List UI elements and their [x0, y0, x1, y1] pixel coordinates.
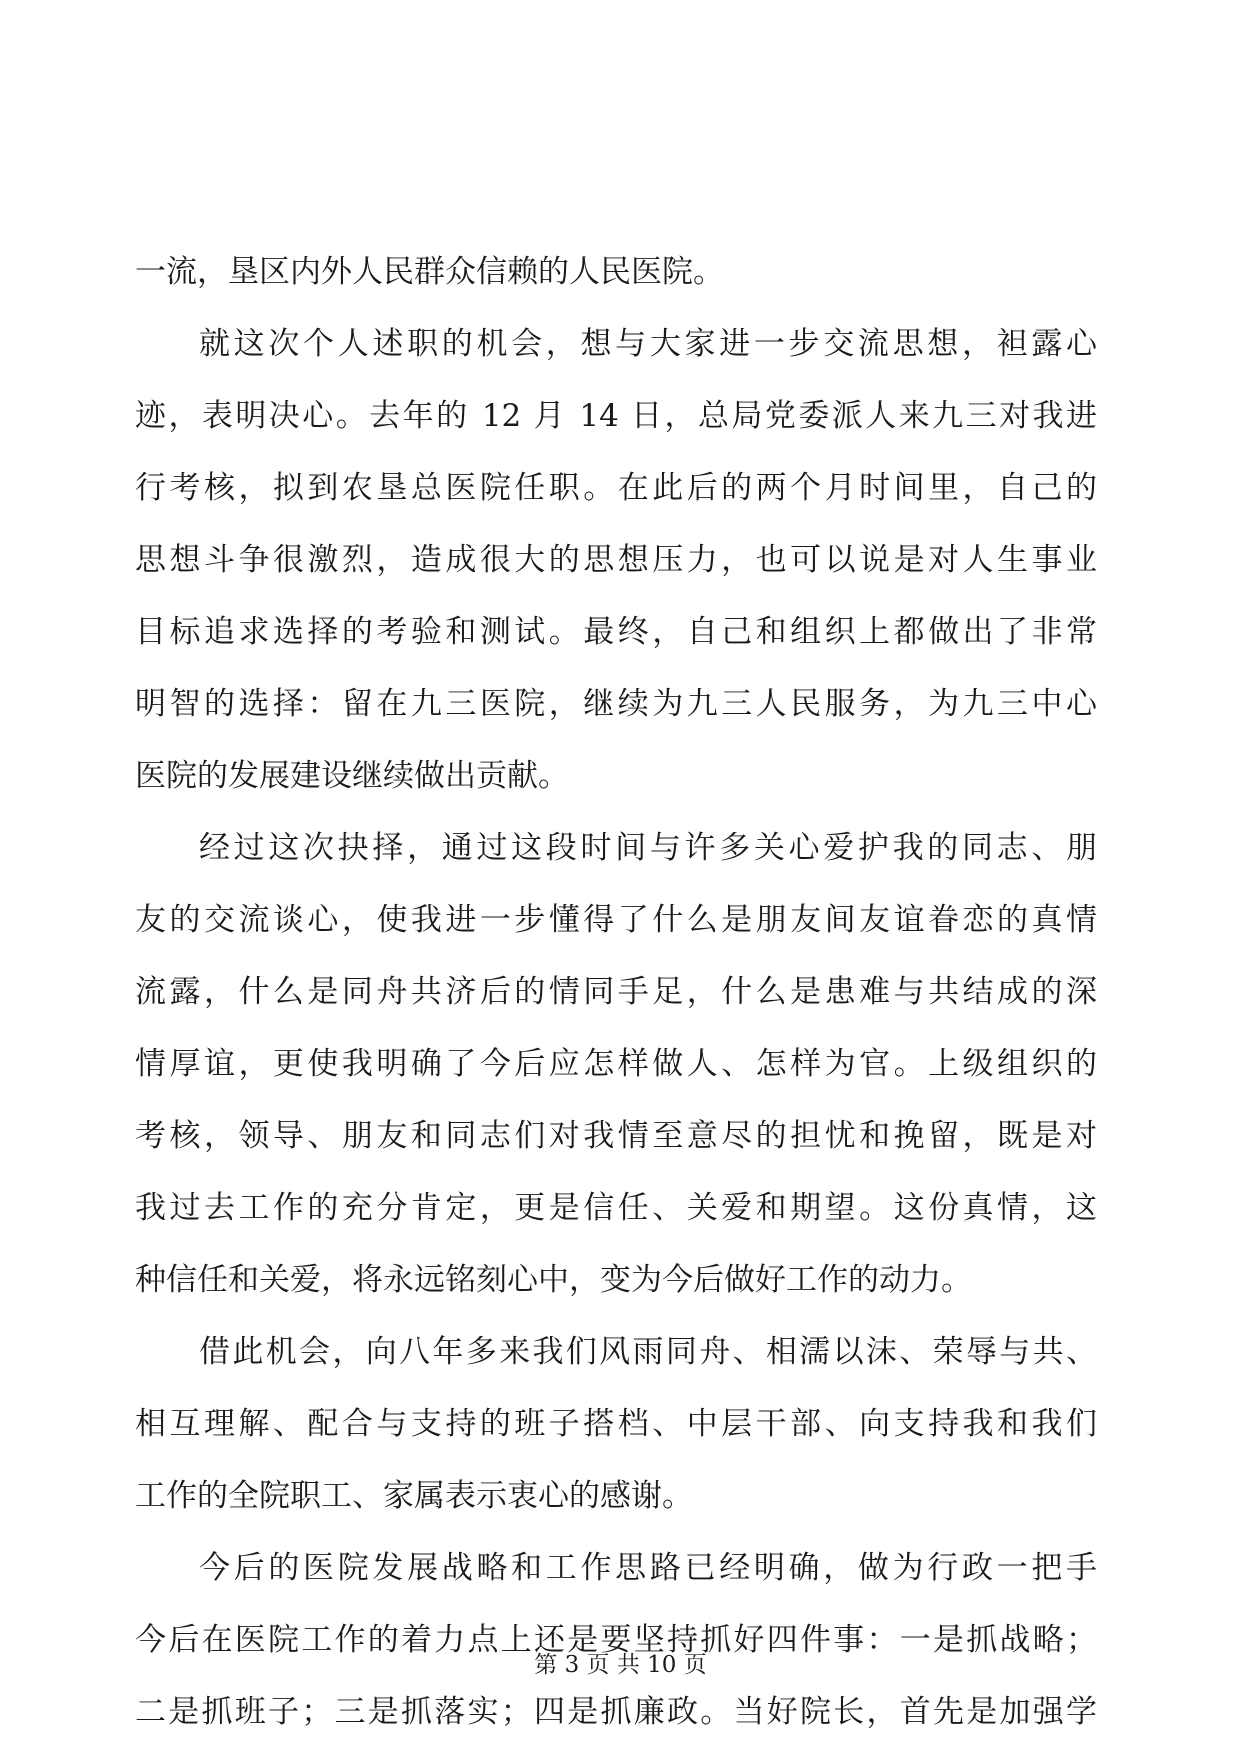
text-line: 就这次个人述职的机会，想与大家进一步交流思想，袒露心 [199, 326, 1097, 362]
text-line: 行考核，拟到农垦总医院任职。在此后的两个月时间里，自己的 [135, 470, 1097, 506]
text-line: 情厚谊，更使我明确了今后应怎样做人、怎样为官。上级组织的 [135, 1046, 1097, 1082]
text-line: 考核，领导、朋友和同志们对我情至意尽的担忧和挽留，既是对 [135, 1118, 1097, 1154]
text-line: 工作的全院职工、家属表示衷心的感谢。 [135, 1478, 693, 1514]
text-line: 种信任和关爱，将永远铭刻心中，变为今后做好工作的动力。 [135, 1262, 972, 1298]
text-line: 今后在医院工作的着力点上还是要坚持抓好四件事：一是抓战略； [135, 1622, 1097, 1658]
document-body [135, 236, 1097, 1748]
text-line: 友的交流谈心，使我进一步懂得了什么是朋友间友谊眷恋的真情 [135, 902, 1097, 938]
text-line: 我过去工作的充分肯定，更是信任、关爱和期望。这份真情，这 [135, 1190, 1097, 1226]
text-line: 迹，表明决心。去年的 12 月 14 日，总局党委派人来九三对我进 [135, 398, 1097, 434]
text-line: 借此机会，向八年多来我们风雨同舟、相濡以沫、荣辱与共、 [199, 1334, 1097, 1370]
text-line: 相互理解、配合与支持的班子搭档、中层干部、向支持我和我们 [135, 1406, 1097, 1442]
text-line: 目标追求选择的考验和测试。最终，自己和组织上都做出了非常 [135, 614, 1097, 650]
text-line: 今后的医院发展战略和工作思路已经明确，做为行政一把手 [199, 1550, 1097, 1586]
text-line: 二是抓班子；三是抓落实；四是抓廉政。当好院长，首先是加强学 [135, 1694, 1097, 1730]
page-footer: 第 3 页 共 10 页 [534, 1652, 707, 1678]
text-line: 思想斗争很激烈，造成很大的思想压力，也可以说是对人生事业 [135, 542, 1097, 578]
text-line: 医院的发展建设继续做出贡献。 [135, 758, 569, 794]
text-line: 明智的选择：留在九三医院，继续为九三人民服务，为九三中心 [135, 686, 1097, 722]
text-line: 流露，什么是同舟共济后的情同手足，什么是患难与共结成的深 [135, 974, 1097, 1010]
text-line: 一流，垦区内外人民群众信赖的人民医院。 [135, 254, 724, 290]
text-line: 经过这次抉择，通过这段时间与许多关心爱护我的同志、朋 [199, 830, 1097, 866]
